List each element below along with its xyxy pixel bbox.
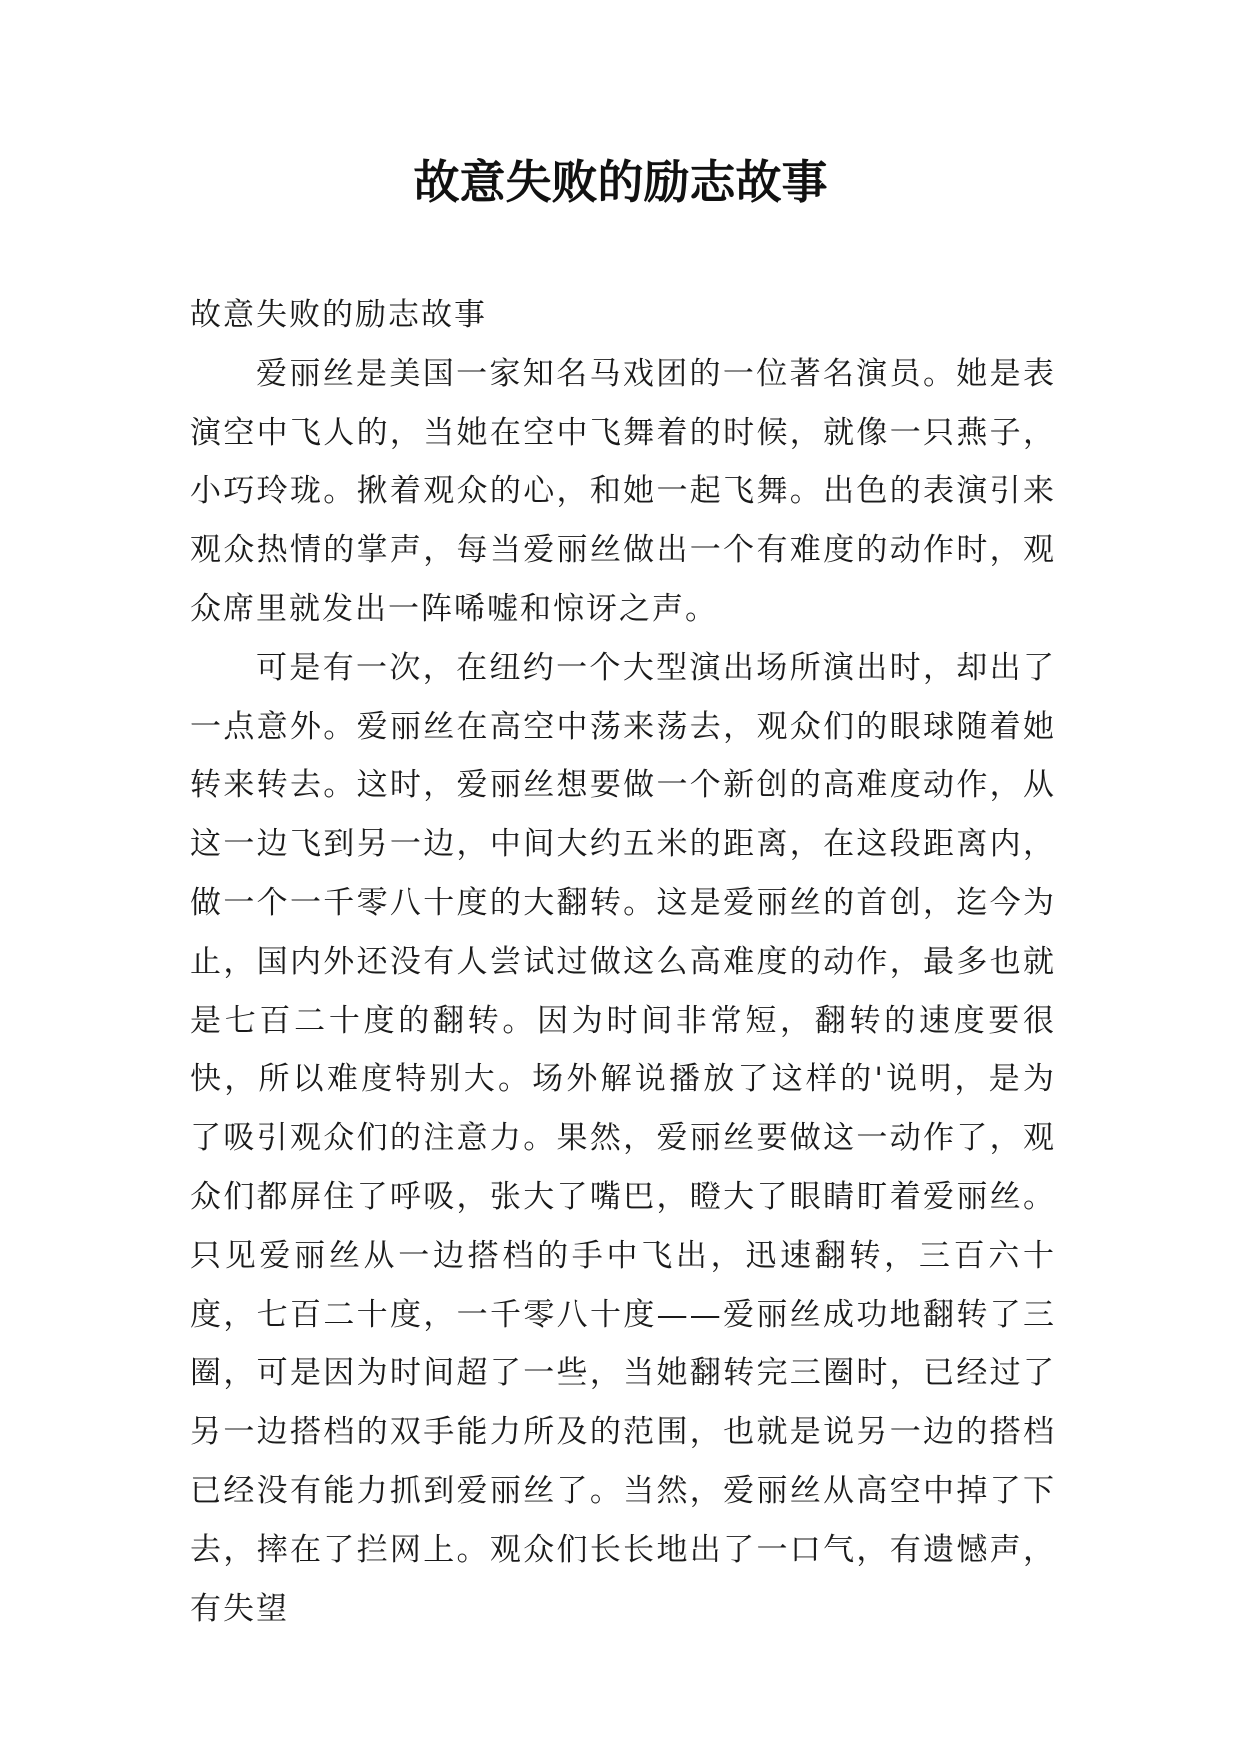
document-subtitle: 故意失败的励志故事 — [190, 297, 487, 333]
document-body — [190, 286, 1056, 1638]
body-paragraph: 可是有一次，在纽约一个大型演出场所演出时，却出了一点意外。爱丽丝在高空中荡来荡去，观众们的眼球随着她转来转去。这时，爱丽丝想要做一个新创的高难度动作，从这一边飞到另一边，中间大约五米的距离，在这段距离内，做一个一千零八十度的大翻转。这是爱丽丝的首创，迄今为止，国内外还没有人尝试过做这么高难度的动作，最多也就是七百二十度的翻转。因为时间非常短，翻转的速度要很快，所以难度特别大。场外解说播放了这样的'说明，是为了吸引观众们的注意力。果然，爱丽丝要做这一动作了，观众们都屏住了呼吸，张大了嘴巴，瞪大了眼睛盯着爱丽丝。只见爱丽丝从一边搭档的手中飞出，迅速翻转，三百六十度，七百二十度，一千零八十度——爱丽丝成功地翻转了三圈，可是因为时间超了一些，当她翻转完三圈时，已经过了另一边搭档的双手能力所及的范围，也就是说另一边的搭档已经没有能力抓到爱丽丝了。当然，爱丽丝从高空中掉了下去，摔在了拦网上。观众们长长地出了一口气，有遗憾声，有失望 — [190, 649, 1056, 1627]
document-title: 故意失败的励志故事 — [413, 155, 828, 209]
body-paragraph: 爱丽丝是美国一家知名马戏团的一位著名演员。她是表演空中飞人的，当她在空中飞舞着的时候，就像一只燕子，小巧玲珑。揪着观众的心，和她一起飞舞。出色的表演引来观众热情的掌声，每当爱丽丝做出一个有难度的动作时，观众席里就发出一阵唏嘘和惊讶之声。 — [190, 355, 1056, 627]
